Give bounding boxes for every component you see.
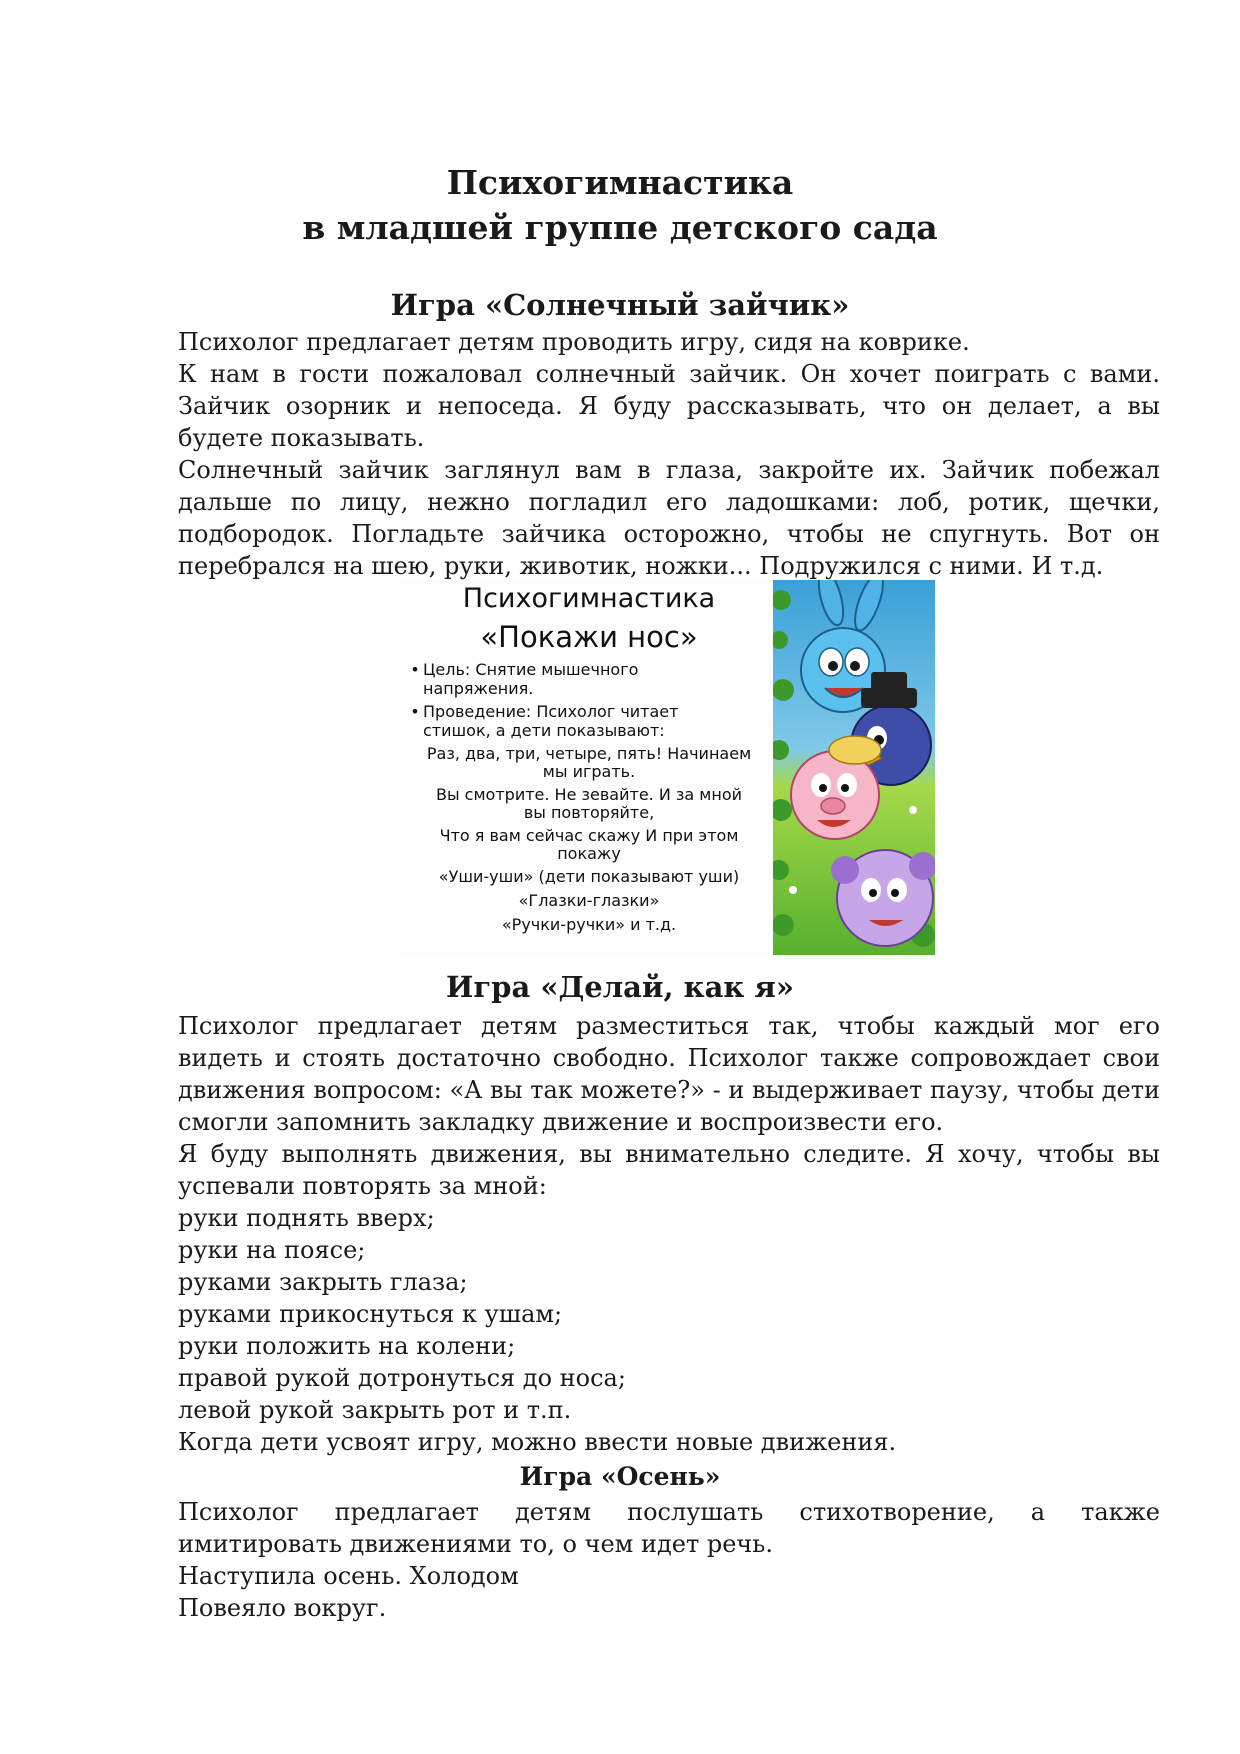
list-item: левой рукой закрыть рот и т.п. bbox=[178, 1396, 572, 1424]
paragraph: Я буду выполнять движения, вы внимательно следите. Я хочу, чтобы вы успевали повторять за мной: bbox=[178, 1140, 1160, 1200]
bullet-icon: • bbox=[410, 660, 420, 679]
verse-line: вы повторяйте, bbox=[523, 803, 655, 822]
section-heading-do-as-i-do: Игра «Делай, как я» bbox=[446, 970, 794, 1004]
movement-list bbox=[178, 1202, 1160, 1458]
verse-line: Что я вам сейчас скажу И при этом bbox=[439, 826, 739, 845]
verse-line: «Ручки-ручки» и т.д. bbox=[501, 915, 677, 934]
section-body-sunny-bunny bbox=[178, 326, 1160, 582]
page-title-line2: в младшей группе детского сада bbox=[302, 208, 938, 247]
card-goal: • Цель: Снятие мышечного bbox=[407, 660, 773, 680]
card-goal-cont: напряжения. bbox=[423, 679, 534, 698]
verse-line: мы играть. bbox=[542, 762, 636, 781]
page-title-line1: Психогимнастика bbox=[446, 163, 794, 202]
paragraph: Психолог предлагает детям разместиться так, чтобы каждый мог его видеть и стоять достаточно свободно. Психолог также сопровождает свои движения вопросом: «А вы так можете?» - и выдерживает паузу, чтобы дети смогли запомнить закладку движение и воспроизвести его. bbox=[178, 1012, 1160, 1136]
game-card-image bbox=[401, 580, 935, 955]
closing-line: Когда дети усвоят игру, можно ввести новые движения. bbox=[178, 1428, 897, 1456]
list-item: правой рукой дотронуться до носа; bbox=[178, 1364, 626, 1392]
poem-line: Повеяло вокруг. bbox=[178, 1594, 387, 1622]
bullet-icon: • bbox=[410, 702, 420, 721]
paragraph: Солнечный зайчик заглянул вам в глаза, закройте их. Зайчик побежал дальше по лицу, нежно погладил его ладошками: лоб, ротик, щечки, подбородок. Погладьте зайчика осторожно, чтобы не спугнуть. Вот он перебрался на шею, руки, животик, ножки... Подружился с ними. И т.д. bbox=[178, 456, 1160, 580]
list-item: руки на поясе; bbox=[178, 1236, 366, 1264]
list-item: руками закрыть глаза; bbox=[178, 1268, 468, 1296]
section-heading-sunny-bunny: Игра «Солнечный зайчик» bbox=[390, 288, 850, 322]
verse-line: «Глазки-глазки» bbox=[518, 891, 660, 910]
card-subtitle: «Покажи нос» bbox=[480, 620, 698, 654]
verse-line: покажу bbox=[557, 844, 621, 863]
verse-line: Вы смотрите. Не зевайте. И за мной bbox=[435, 785, 742, 804]
verse-line: «Уши-уши» (дети показывают уши) bbox=[438, 867, 740, 886]
poem-line: Наступила осень. Холодом bbox=[178, 1562, 519, 1590]
card-text-panel bbox=[401, 580, 777, 955]
smeshariki-illustration bbox=[773, 580, 935, 955]
card-procedure: • Проведение: Психолог читает bbox=[407, 702, 773, 722]
list-item: руки положить на колени; bbox=[178, 1332, 516, 1360]
verse-line: Раз, два, три, четыре, пять! Начинаем bbox=[426, 744, 752, 763]
list-item: руками прикоснуться к ушам; bbox=[178, 1300, 563, 1328]
section-body-do-as-i-do bbox=[178, 1010, 1160, 1202]
section-body-autumn bbox=[178, 1496, 1160, 1624]
paragraph: К нам в гости пожаловал солнечный зайчик. Он хочет поиграть с вами. Зайчик озорник и непоседа. Я буду рассказывать, что он делает, а вы будете показывать. bbox=[178, 360, 1160, 452]
paragraph: Психолог предлагает детям проводить игру, сидя на коврике. bbox=[178, 328, 970, 356]
paragraph: Психолог предлагает детям послушать стихотворение, а также имитировать движениями то, о чем идет речь. bbox=[178, 1498, 1160, 1558]
list-item: руки поднять вверх; bbox=[178, 1204, 435, 1232]
card-title: Психогимнастика bbox=[462, 583, 716, 614]
card-procedure-cont: стишок, а дети показывают: bbox=[423, 721, 665, 740]
section-heading-autumn: Игра «Осень» bbox=[519, 1462, 721, 1491]
